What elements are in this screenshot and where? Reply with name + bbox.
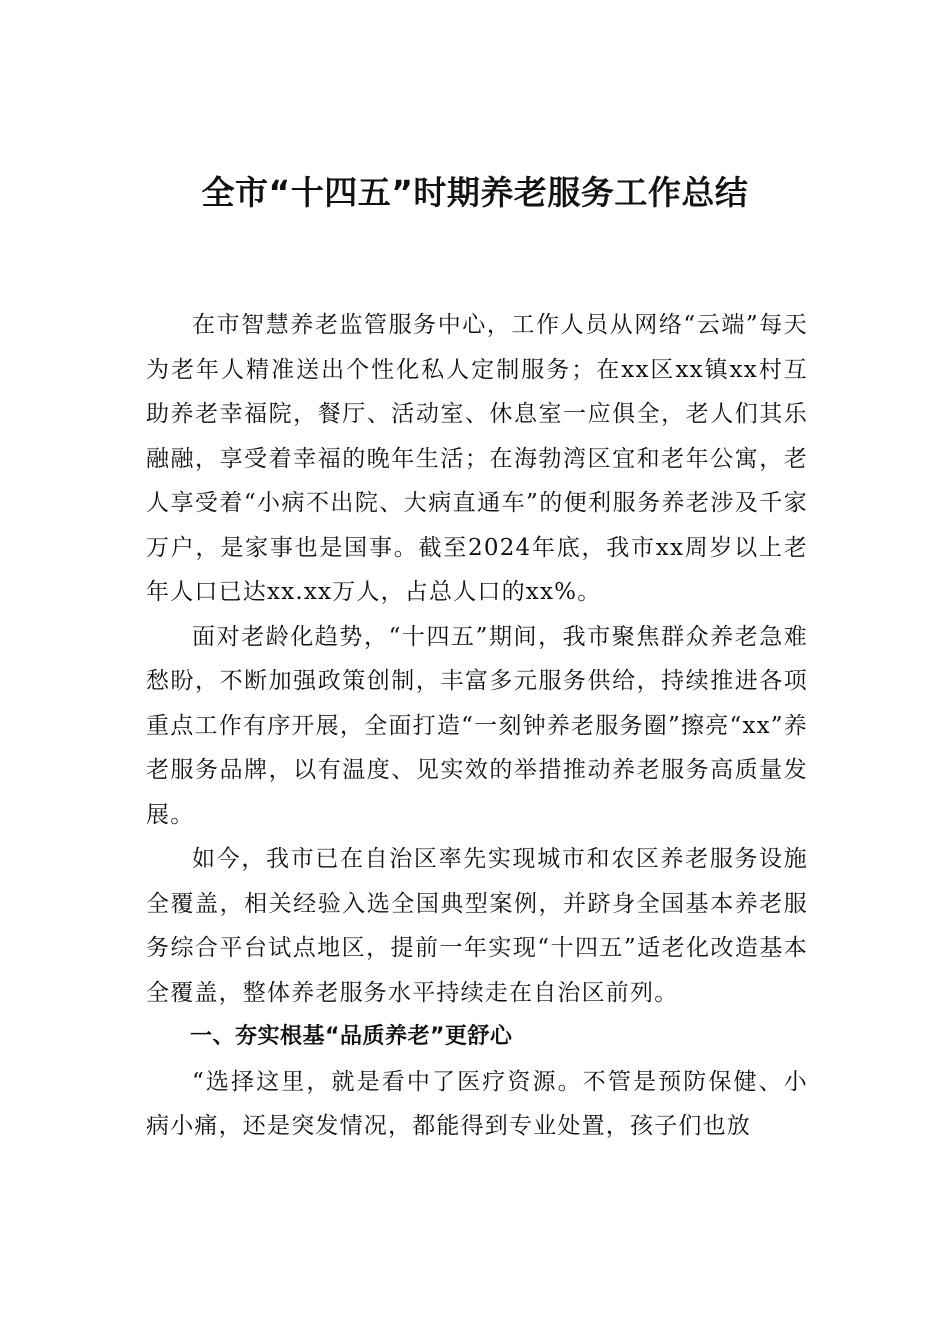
document-title: 全市“十四五”时期养老服务工作总结 — [201, 173, 749, 212]
paragraph-intro: 在市智慧养老监管服务中心，工作人员从网络“云端”每天为老年人精准送出个性化私人定制服务；在xx区xx镇xx村互助养老幸福院，餐厅、活动室、休息室一应俱全，老人们其乐融融，享受着幸福的晚年生活；在海勃湾区宜和老年公寓，老人享受着“小病不出院、大病直通车”的便利服务养老涉及千家万户，是家事也是国事。截至2024年底，我市xx周岁以上老年人口已达xx.xx万人，占总人口的xx%。 — [146, 312, 808, 605]
paragraph-aging-trend: 面对老龄化趋势，“十四五”期间，我市聚焦群众养老急难愁盼，不断加强政策创制，丰富多元服务供给，持续推进各项重点工作有序开展，全面打造“一刻钟养老服务圈”擦亮“xx”养老服务品牌，以有温度、见实效的举措推动养老服务高质量发展。 — [146, 623, 808, 828]
paragraph-achievements: 如今，我市已在自治区率先实现城市和农区养老服务设施全覆盖，相关经验入选全国典型案例，并跻身全国基本养老服务综合平台试点地区，提前一年实现“十四五”适老化改造基本全覆盖，整体养老服务水平持续走在自治区前列。 — [146, 846, 808, 1006]
paragraph-section-one: “选择这里，就是看中了医疗资源。不管是预防保健、小病小痛，还是突发情况，都能得到专业处置，孩子们也放 — [146, 1068, 808, 1139]
document-body — [146, 303, 808, 1149]
section-heading: 一、夯实根基“品质养老”更舒心 — [190, 1024, 513, 1049]
